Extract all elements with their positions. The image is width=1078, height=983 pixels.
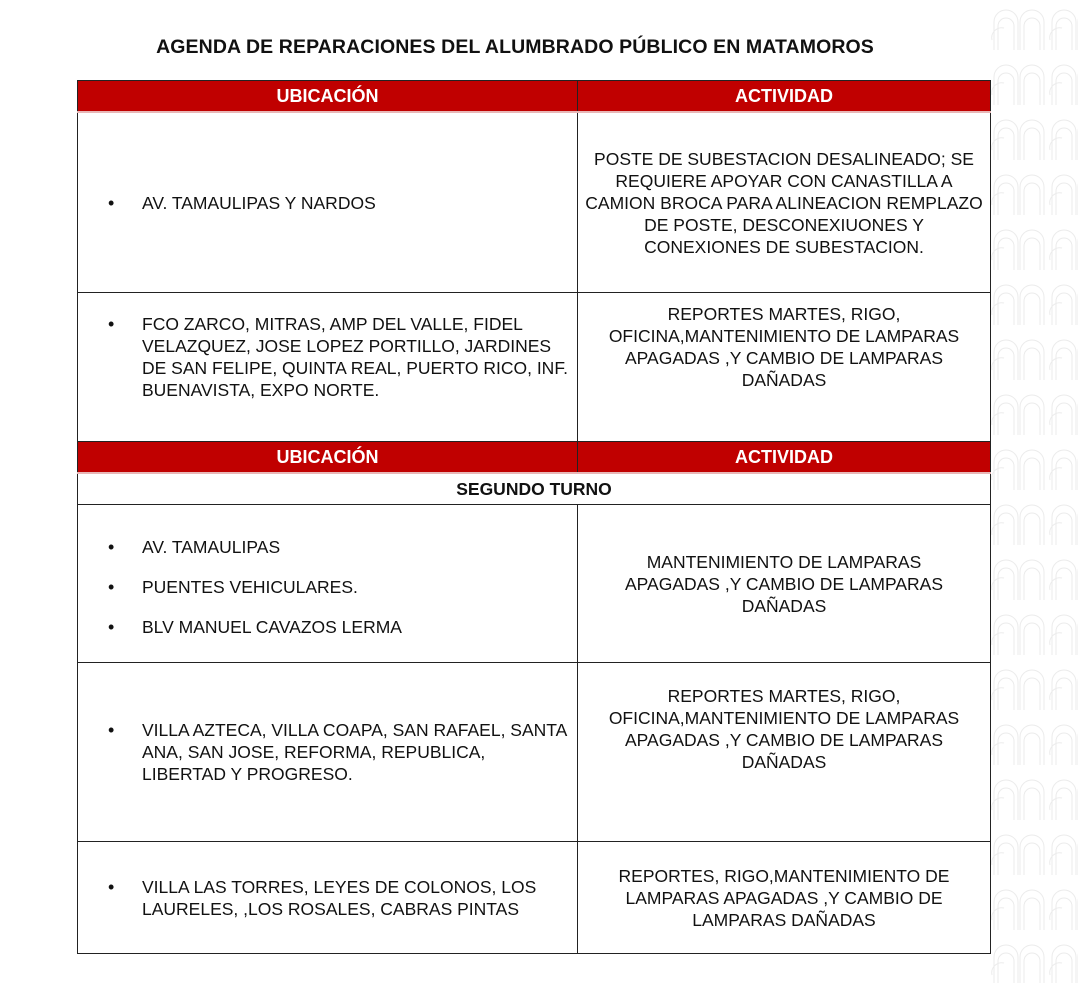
location-list [108, 192, 567, 214]
repair-schedule-table [77, 80, 991, 954]
activity-cell: MANTENIMIENTO DE LAMPARAS APAGADAS ,Y CAMBIO DE LAMPARAS DAÑADAS [578, 505, 991, 663]
header-location: UBICACIÓN [78, 442, 578, 474]
header-activity: ACTIVIDAD [578, 81, 991, 113]
location-item: • BLV MANUEL CAVAZOS LERMA [142, 616, 567, 638]
location-item: • AV. TAMAULIPAS [142, 536, 567, 558]
location-list [108, 536, 567, 638]
header-activity: ACTIVIDAD [578, 442, 991, 474]
table-header-row [78, 81, 991, 113]
shift-row [78, 473, 991, 505]
activity-cell: REPORTES MARTES, RIGO, OFICINA,MANTENIMIENTO DE LAMPARAS APAGADAS ,Y CAMBIO DE LAMPARAS DAÑADAS [578, 293, 991, 442]
location-item: • AV. TAMAULIPAS Y NARDOS [142, 192, 567, 214]
table-row [78, 293, 991, 442]
table-row [78, 112, 991, 293]
document-title: AGENDA DE REPARACIONES DEL ALUMBRADO PÚBLICO EN MATAMOROS [156, 36, 874, 58]
location-cell [78, 842, 578, 954]
header-location: UBICACIÓN [78, 81, 578, 113]
location-cell [78, 505, 578, 663]
location-list [108, 876, 537, 920]
table-row [78, 505, 991, 663]
decorative-pattern-watermark [990, 0, 1078, 983]
location-item: • VILLA AZTECA, VILLA COAPA, SAN RAFAEL, SANTA ANA, SAN JOSE, REFORMA, REPUBLICA, LIBERTAD Y PROGRESO. [142, 719, 567, 785]
location-cell [78, 663, 578, 842]
activity-cell: POSTE DE SUBESTACION DESALINEADO; SE REQUIERE APOYAR CON CANASTILLA A CAMION BROCA PARA ALINEACION REMPLAZO DE POSTE, DESCONEXIUONES Y CONEXIONES DE SUBESTACION. [578, 112, 991, 293]
location-cell [78, 112, 578, 293]
location-item: • FCO ZARCO, MITRAS, AMP DEL VALLE, FIDEL VELAZQUEZ, JOSE LOPEZ PORTILLO, JARDINES DE SAN FELIPE, QUINTA REAL, PUERTO RICO, INF. BUENAVISTA, EXPO NORTE. [142, 313, 569, 401]
activity-cell: REPORTES MARTES, RIGO, OFICINA,MANTENIMIENTO DE LAMPARAS APAGADAS ,Y CAMBIO DE LAMPARAS DAÑADAS [578, 663, 991, 842]
location-item: • VILLA LAS TORRES, LEYES DE COLONOS, LOS LAURELES, ,LOS ROSALES, CABRAS PINTAS [142, 876, 537, 920]
table-header-row [78, 442, 991, 474]
shift-label: SEGUNDO TURNO [78, 473, 991, 505]
activity-cell: REPORTES, RIGO,MANTENIMIENTO DE LAMPARAS APAGADAS ,Y CAMBIO DE LAMPARAS DAÑADAS [578, 842, 991, 954]
location-list [108, 313, 569, 401]
location-list [108, 719, 567, 785]
table-row [78, 663, 991, 842]
location-cell [78, 293, 578, 442]
table-row [78, 842, 991, 954]
location-item: • PUENTES VEHICULARES. [142, 576, 567, 598]
